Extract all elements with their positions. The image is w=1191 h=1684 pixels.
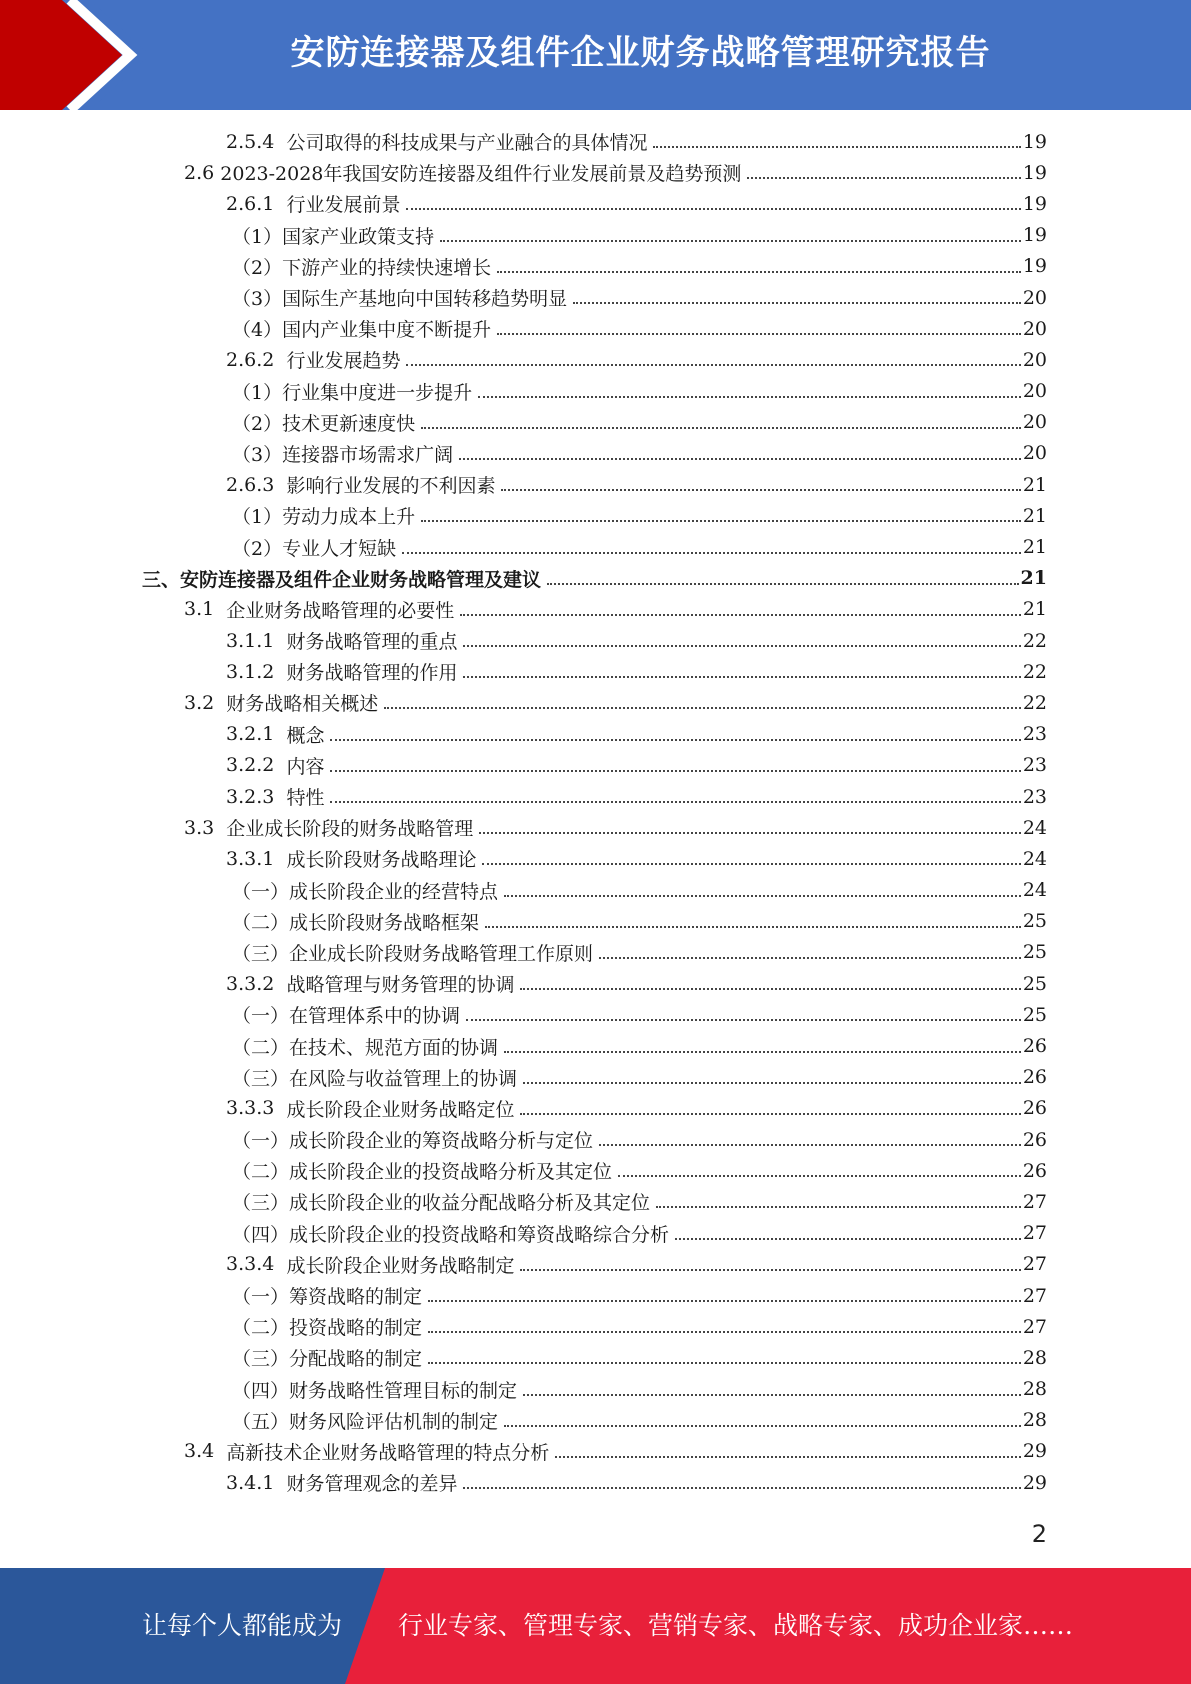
toc-entry[interactable] xyxy=(0,251,1191,282)
toc-entry[interactable] xyxy=(0,687,1191,718)
toc-dot-leader xyxy=(618,1174,1021,1177)
toc-entry-page: 27 xyxy=(1022,1284,1047,1307)
toc-entry-label: 财务战略管理的作用 xyxy=(286,662,458,685)
toc-entry[interactable] xyxy=(0,625,1191,656)
toc-entry[interactable] xyxy=(0,563,1191,594)
toc-entry[interactable] xyxy=(0,1342,1191,1373)
toc-entry-page: 22 xyxy=(1022,660,1047,683)
toc-entry-number: 3.3.3 xyxy=(226,1097,287,1120)
toc-entry-label: 企业财务战略管理的必要性 xyxy=(226,599,455,622)
toc-entry-label: 成长阶段企业财务战略制定 xyxy=(286,1254,515,1277)
toc-entry-page: 29 xyxy=(1022,1471,1047,1494)
toc-entry-page: 19 xyxy=(1022,224,1047,247)
footer-slogan-left: 让每个人都能成为 xyxy=(142,1611,343,1640)
toc-entry[interactable] xyxy=(0,906,1191,937)
toc-entry-label: （2）专业人才短缺 xyxy=(232,537,397,560)
toc-dot-leader xyxy=(421,426,1021,429)
toc-entry[interactable] xyxy=(0,313,1191,344)
toc-dot-leader xyxy=(504,894,1021,897)
toc-entry-page: 19 xyxy=(1022,130,1047,153)
toc-entry-label: （五）财务风险评估机制的制定 xyxy=(232,1410,499,1433)
toc-entry-page: 24 xyxy=(1022,847,1047,870)
toc-entry-page: 19 xyxy=(1022,161,1047,184)
toc-entry-page: 27 xyxy=(1022,1253,1047,1276)
toc-entry[interactable] xyxy=(0,999,1191,1030)
toc-entry-page: 20 xyxy=(1022,380,1047,403)
toc-dot-leader xyxy=(485,925,1021,928)
toc-entry-label: （一）筹资战略的制定 xyxy=(232,1286,423,1309)
toc-entry-number: 3.3.4 xyxy=(226,1253,287,1276)
toc-dot-leader xyxy=(504,1050,1021,1053)
toc-entry-number: 3.1 xyxy=(184,598,227,621)
toc-entry-page: 23 xyxy=(1022,785,1047,808)
toc-entry-number: 3.1.2 xyxy=(226,660,287,683)
toc-entry-label: 成长阶段财务战略理论 xyxy=(286,849,477,872)
toc-entry-label: 财务战略相关概述 xyxy=(226,693,379,716)
toc-entry-label: （二）成长阶段财务战略框架 xyxy=(232,911,480,934)
toc-entry-label: （四）财务战略性管理目标的制定 xyxy=(232,1379,518,1402)
toc-dot-leader xyxy=(384,706,1021,709)
toc-entry[interactable] xyxy=(0,126,1191,157)
toc-entry-page: 23 xyxy=(1022,723,1047,746)
toc-entry[interactable] xyxy=(0,1030,1191,1061)
toc-dot-leader xyxy=(656,1205,1021,1208)
toc-entry[interactable] xyxy=(0,1062,1191,1093)
toc-entry-label: （一）在管理体系中的协调 xyxy=(232,1005,461,1028)
toc-entry-page: 24 xyxy=(1022,816,1047,839)
toc-entry-label: （三）在风险与收益管理上的协调 xyxy=(232,1067,518,1090)
toc-entry[interactable] xyxy=(0,1249,1191,1280)
toc-entry-number: 3.2 xyxy=(184,691,227,714)
toc-entry-label: （一）成长阶段企业的筹资战略分析与定位 xyxy=(232,1130,594,1153)
footer-slogan-right: 行业专家、管理专家、营销专家、战略专家、成功企业家…… xyxy=(398,1611,1074,1640)
toc-dot-leader xyxy=(504,1424,1021,1427)
toc-entry-page: 28 xyxy=(1022,1346,1047,1369)
toc-entry-page: 20 xyxy=(1022,348,1047,371)
toc-dot-leader xyxy=(402,551,1021,554)
toc-entry[interactable] xyxy=(0,500,1191,531)
toc-entry[interactable] xyxy=(0,531,1191,562)
toc-dot-leader xyxy=(463,644,1020,647)
toc-dot-leader xyxy=(497,332,1021,335)
toc-dot-leader xyxy=(406,207,1020,210)
toc-entry-label: （1）国家产业政策支持 xyxy=(232,225,435,248)
toc-entry[interactable] xyxy=(0,1093,1191,1124)
toc-entry[interactable] xyxy=(0,1405,1191,1436)
toc-entry[interactable] xyxy=(0,843,1191,874)
page-footer xyxy=(0,1568,1191,1684)
toc-entry[interactable] xyxy=(0,157,1191,188)
toc-entry-number: 2.5.4 xyxy=(226,130,287,153)
toc-entry[interactable] xyxy=(0,1155,1191,1186)
toc-entry[interactable] xyxy=(0,1311,1191,1342)
toc-dot-leader xyxy=(482,862,1020,865)
toc-entry-label: （1）行业集中度进一步提升 xyxy=(232,381,473,404)
toc-entry-page: 20 xyxy=(1022,286,1047,309)
toc-entry-label: 行业发展前景 xyxy=(286,194,401,217)
toc-entry[interactable] xyxy=(0,968,1191,999)
toc-entry-page: 27 xyxy=(1022,1315,1047,1338)
toc-entry-page: 27 xyxy=(1022,1222,1047,1245)
toc-entry-label: （2）下游产业的持续快速增长 xyxy=(232,256,492,279)
toc-entry[interactable] xyxy=(0,781,1191,812)
toc-entry-label: （3）国际生产基地向中国转移趋势明显 xyxy=(232,288,568,311)
toc-entry-label: （一）成长阶段企业的经营特点 xyxy=(232,880,499,903)
toc-dot-leader xyxy=(330,769,1020,772)
header-arrow-decoration xyxy=(0,0,150,110)
toc-entry-label: 企业成长阶段的财务战略管理 xyxy=(226,818,474,841)
toc-entry-page: 19 xyxy=(1022,192,1047,215)
toc-entry-label: 特性 xyxy=(286,787,325,810)
toc-entry[interactable] xyxy=(0,1280,1191,1311)
toc-dot-leader xyxy=(330,800,1020,803)
toc-entry[interactable] xyxy=(0,1218,1191,1249)
toc-entry-page: 26 xyxy=(1022,1097,1047,1120)
toc-entry-page: 20 xyxy=(1022,411,1047,434)
toc-entry[interactable] xyxy=(0,812,1191,843)
toc-dot-leader xyxy=(463,675,1020,678)
toc-entry-number: 3.3.2 xyxy=(226,972,287,995)
toc-entry-label: （三）成长阶段企业的收益分配战略分析及其定位 xyxy=(232,1192,651,1215)
toc-entry-page: 26 xyxy=(1022,1035,1047,1058)
toc-entry-label: （二）成长阶段企业的投资战略分析及其定位 xyxy=(232,1161,613,1184)
toc-entry[interactable] xyxy=(0,875,1191,906)
toc-dot-leader xyxy=(497,270,1021,273)
toc-entry-page: 21 xyxy=(1022,504,1047,527)
toc-entry-page: 22 xyxy=(1022,629,1047,652)
toc-dot-leader xyxy=(440,239,1021,242)
toc-dot-leader xyxy=(555,1455,1021,1458)
toc-entry-page: 26 xyxy=(1022,1128,1047,1151)
toc-entry[interactable] xyxy=(0,282,1191,313)
toc-entry[interactable] xyxy=(0,1436,1191,1467)
toc-dot-leader xyxy=(459,457,1021,460)
toc-entry-label: （四）成长阶段企业的投资战略和筹资战略综合分析 xyxy=(232,1223,670,1246)
toc-entry-page: 25 xyxy=(1022,1003,1047,1026)
toc-entry-number: 3.2.2 xyxy=(226,754,287,777)
toc-entry-label: 三、安防连接器及组件企业财务战略管理及建议 xyxy=(142,568,542,591)
toc-entry-label: 影响行业发展的不利因素 xyxy=(286,475,496,498)
toc-entry-label: （3）连接器市场需求广阔 xyxy=(232,443,454,466)
toc-dot-leader xyxy=(520,1268,1020,1271)
toc-dot-leader xyxy=(463,1486,1020,1489)
toc-entry-number: 3.2.3 xyxy=(226,785,287,808)
toc-dot-leader xyxy=(428,1330,1021,1333)
toc-entry[interactable] xyxy=(0,188,1191,219)
toc-dot-leader xyxy=(460,613,1021,616)
toc-entry-label: （三）企业成长阶段财务战略管理工作原则 xyxy=(232,942,594,965)
toc-entry[interactable] xyxy=(0,594,1191,625)
toc-dot-leader xyxy=(599,1143,1021,1146)
toc-dot-leader xyxy=(330,738,1020,741)
toc-entry-number: 3.3 xyxy=(184,816,227,839)
toc-dot-leader xyxy=(520,1112,1020,1115)
page-header xyxy=(0,0,1191,110)
toc-entry-label: 成长阶段企业财务战略定位 xyxy=(286,1098,515,1121)
toc-entry-label: 概念 xyxy=(286,724,325,747)
toc-dot-leader xyxy=(428,1299,1021,1302)
toc-dot-leader xyxy=(406,363,1020,366)
toc-entry[interactable] xyxy=(0,220,1191,251)
toc-dot-leader xyxy=(523,1081,1021,1084)
toc-entry-number: 2.6.3 xyxy=(226,473,287,496)
toc-entry-page: 24 xyxy=(1022,879,1047,902)
toc-entry-number: 3.4.1 xyxy=(226,1471,287,1494)
toc-entry[interactable] xyxy=(0,1186,1191,1217)
toc-entry-number: 2.6.1 xyxy=(226,192,287,215)
toc-entry-number: 3.3.1 xyxy=(226,847,287,870)
toc-dot-leader xyxy=(466,1018,1021,1021)
toc-dot-leader xyxy=(428,1361,1021,1364)
toc-entry-label: 公司取得的科技成果与产业融合的具体情况 xyxy=(286,132,648,155)
toc-entry-page: 27 xyxy=(1022,1190,1047,1213)
toc-entry[interactable] xyxy=(0,407,1191,438)
toc-entry[interactable] xyxy=(0,469,1191,500)
toc-entry-label: 财务管理观念的差异 xyxy=(286,1473,458,1496)
toc-entry-page: 21 xyxy=(1022,536,1047,559)
toc-entry-page: 28 xyxy=(1022,1409,1047,1432)
toc-dot-leader xyxy=(520,987,1020,990)
toc-entry-label: 高新技术企业财务战略管理的特点分析 xyxy=(226,1441,550,1464)
toc-entry-page: 21 xyxy=(1022,598,1047,621)
toc-entry-page: 20 xyxy=(1022,317,1047,340)
toc-entry[interactable] xyxy=(0,719,1191,750)
toc-entry[interactable] xyxy=(0,1467,1191,1498)
toc-dot-leader xyxy=(523,1393,1021,1396)
toc-entry-page: 21 xyxy=(1020,567,1047,590)
toc-dot-leader xyxy=(501,488,1020,491)
toc-dot-leader xyxy=(599,956,1021,959)
toc-entry[interactable] xyxy=(0,1124,1191,1155)
toc-dot-leader xyxy=(479,831,1021,834)
toc-entry-page: 19 xyxy=(1022,255,1047,278)
toc-entry-page: 26 xyxy=(1022,1159,1047,1182)
table-of-contents xyxy=(0,126,1191,1498)
toc-entry-label: （4）国内产业集中度不断提升 xyxy=(232,319,492,342)
toc-entry-number: 3.4 xyxy=(184,1440,227,1463)
toc-dot-leader xyxy=(478,395,1021,398)
toc-entry-label: 内容 xyxy=(286,755,325,778)
toc-dot-leader xyxy=(421,519,1021,522)
toc-entry[interactable] xyxy=(0,376,1191,407)
toc-entry[interactable] xyxy=(0,750,1191,781)
toc-entry-label: 2023-2028年我国安防连接器及组件行业发展前景及趋势预测 xyxy=(220,163,742,186)
document-title: 安防连接器及组件企业财务战略管理研究报告 xyxy=(290,33,991,73)
toc-entry-page: 29 xyxy=(1022,1440,1047,1463)
toc-dot-leader xyxy=(675,1237,1021,1240)
toc-entry-page: 25 xyxy=(1022,910,1047,933)
toc-entry-number: 2.6.2 xyxy=(226,348,287,371)
toc-entry[interactable] xyxy=(0,438,1191,469)
toc-dot-leader xyxy=(547,582,1019,585)
toc-entry[interactable] xyxy=(0,1374,1191,1405)
toc-entry[interactable] xyxy=(0,344,1191,375)
toc-entry-page: 22 xyxy=(1022,691,1047,714)
toc-dot-leader xyxy=(653,145,1020,148)
toc-entry-label: 战略管理与财务管理的协调 xyxy=(286,974,515,997)
toc-entry-label: 行业发展趋势 xyxy=(286,350,401,373)
toc-entry-label: （二）在技术、规范方面的协调 xyxy=(232,1036,499,1059)
toc-entry-number: 2.6 xyxy=(184,161,221,184)
toc-entry-page: 26 xyxy=(1022,1066,1047,1089)
toc-entry-number: 3.2.1 xyxy=(226,723,287,746)
toc-entry-label: （1）劳动力成本上升 xyxy=(232,506,416,529)
toc-dot-leader xyxy=(747,176,1020,179)
toc-entry-page: 25 xyxy=(1022,941,1047,964)
toc-dot-leader xyxy=(573,301,1021,304)
toc-entry-page: 25 xyxy=(1022,972,1047,995)
page-number: 2 xyxy=(1031,1520,1047,1548)
toc-entry-label: （2）技术更新速度快 xyxy=(232,412,416,435)
toc-entry-label: （三）分配战略的制定 xyxy=(232,1348,423,1371)
toc-entry-page: 23 xyxy=(1022,754,1047,777)
toc-entry-page: 21 xyxy=(1022,473,1047,496)
toc-entry-page: 20 xyxy=(1022,442,1047,465)
toc-entry-page: 28 xyxy=(1022,1378,1047,1401)
toc-entry-number: 3.1.1 xyxy=(226,629,287,652)
toc-entry-label: 财务战略管理的重点 xyxy=(286,631,458,654)
toc-entry[interactable] xyxy=(0,656,1191,687)
toc-entry[interactable] xyxy=(0,937,1191,968)
toc-entry-label: （二）投资战略的制定 xyxy=(232,1317,423,1340)
